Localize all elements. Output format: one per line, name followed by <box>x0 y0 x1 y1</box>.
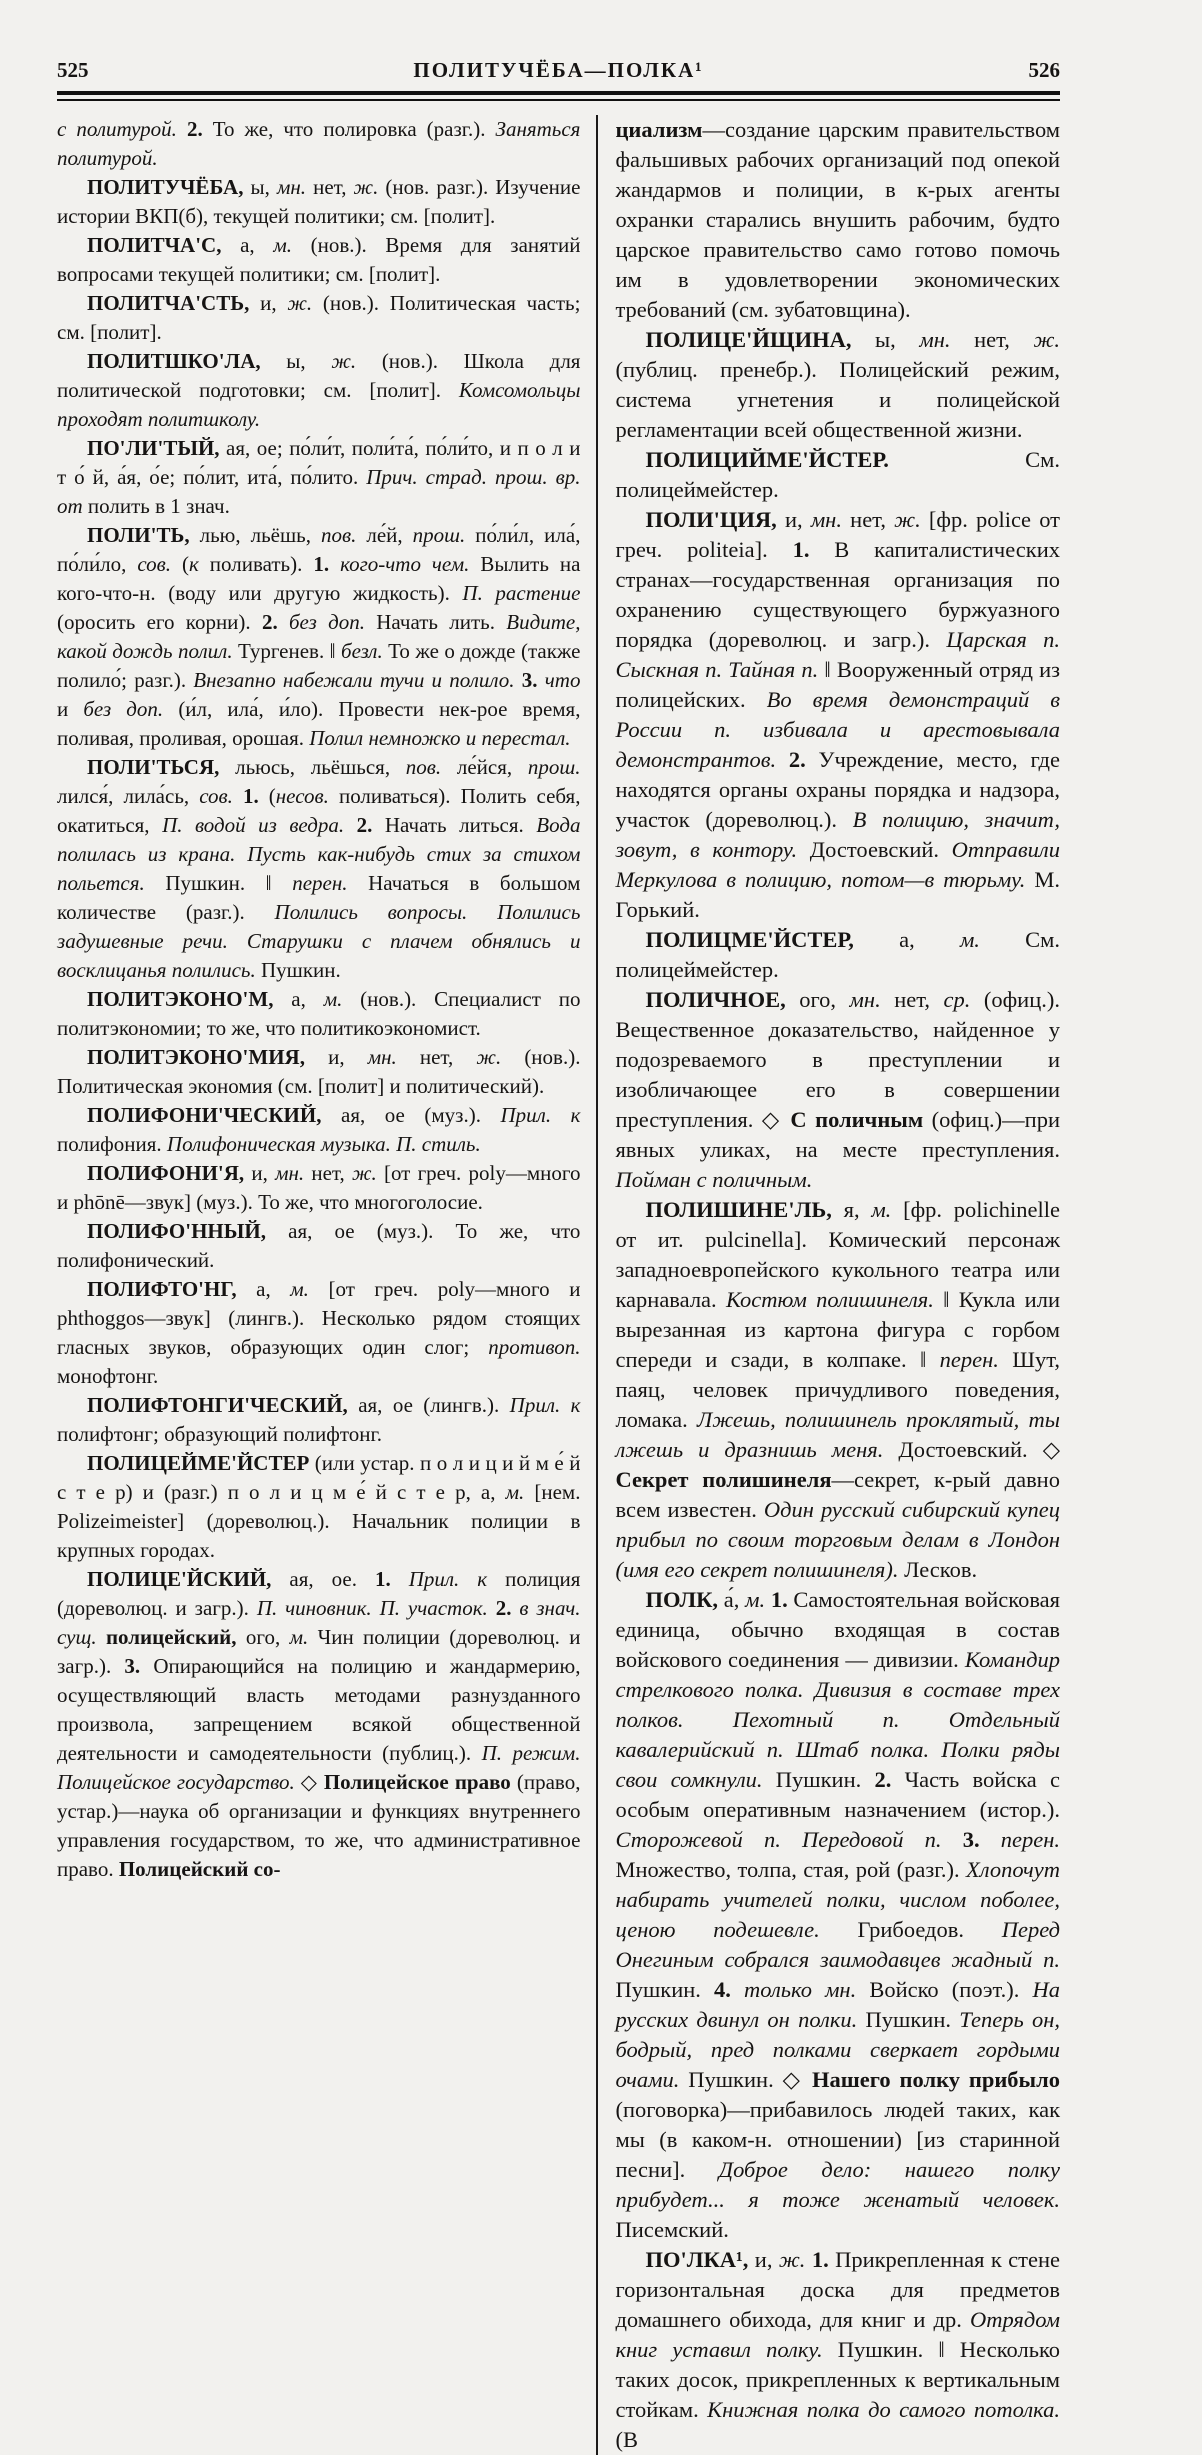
dictionary-entry <box>57 289 580 347</box>
entry-text: ‖ Кукла или вырезанная из картона фигура с горбом спереди и сзади, в колпаке. ‖ <box>615 1287 1060 1372</box>
dictionary-entry <box>57 1217 580 1275</box>
entry-italic-text: ж. <box>287 291 323 315</box>
entry-bold-text: ПОЛИТУЧЁБА, <box>87 175 251 199</box>
entry-italic-text: противоп. <box>488 1335 581 1359</box>
entry-text: Вылить на кого-что-н. (воду или другую жидкость). <box>57 552 581 605</box>
dictionary-entry <box>615 445 1060 505</box>
entry-text: Шут, паяц, человек причудливого поведения, ломака. <box>615 1347 1060 1432</box>
dictionary-entry <box>615 925 1060 985</box>
entry-italic-text: Костюм полишинеля. <box>725 1287 944 1312</box>
dictionary-entry <box>57 985 580 1043</box>
entry-italic-text: м. <box>505 1480 535 1504</box>
entry-bold-text: циализм <box>615 117 703 142</box>
header-rule <box>57 91 1060 101</box>
entry-italic-text: перен. <box>939 1347 1013 1372</box>
entry-italic-text: м. <box>323 987 361 1011</box>
entry-text: (нов.). Политическая часть; см. [полит]. <box>57 291 581 344</box>
entry-text: ◇ <box>300 1770 324 1794</box>
entry-italic-text: Внезапно набежали тучи и полило. <box>193 668 522 692</box>
page-header <box>57 58 1060 82</box>
entry-bold-text: ПОЛИТЧА'С, <box>87 233 241 257</box>
entry-italic-text: Прич. страд. прош. вр. от <box>57 465 581 518</box>
entry-bold-text: ПОЛИТШКО'ЛА, <box>87 349 287 373</box>
entry-bold-text: 2. <box>788 747 819 772</box>
entry-italic-text: перен. <box>292 871 369 895</box>
entry-text: Пушкин. ‖ Несколько таких досок, прикрепленных к вертикальным стойкам. <box>615 2337 1060 2422</box>
entry-italic-text: Прил. к <box>500 1103 581 1127</box>
entry-text: [нем. Polizeimeister] (дореволюц.). Начальник полиции в крупных городах. <box>57 1480 581 1562</box>
entry-text: —создание царским правительством фальшивых рабочих организаций под опекой жандармов и полиции, в к-рых агенты охранки старались внушить рабочим, будто царское правительство само готово помочь им в удовлетворении экономических требований (см. зубатовщина). <box>615 117 1060 322</box>
dictionary-entry <box>615 1195 1060 1585</box>
entry-bold-text: ПОЛИ'ЦИЯ, <box>645 507 785 532</box>
entry-italic-text: ж. <box>476 1045 525 1069</box>
dictionary-entry <box>57 521 580 753</box>
left-column <box>57 115 596 2455</box>
dictionary-entry <box>615 2245 1060 2455</box>
entry-text: (и́л, ила́, и́ло). Провести нек-рое время, поливая, проливая, орошая. <box>57 697 581 750</box>
entry-text: нет, <box>894 987 944 1012</box>
entry-text: [от греч. poly—много и phōnē—звук] (муз.). То же, что многоголосие. <box>57 1161 581 1214</box>
entry-italic-text: м. <box>959 927 1026 952</box>
entry-bold-text: ПОЛИЦЕ'ЙЩИНА, <box>645 327 876 352</box>
entry-text: (нов.). Время для занятий вопросами текущей политики; см. [полит]. <box>57 233 581 286</box>
entry-italic-text: мн. <box>276 175 314 199</box>
entry-text: М. Горький. <box>615 867 1060 922</box>
entry-bold-text: Секрет полишинеля <box>615 1467 832 1492</box>
dictionary-entry <box>615 505 1060 925</box>
entry-italic-text: Теперь он, бодрый, пред полками сверкает гордыми очами. <box>615 2007 1060 2092</box>
right-column <box>598 115 1060 2455</box>
entry-text: поливать). <box>209 552 314 576</box>
page-content <box>57 58 1060 2455</box>
entry-text: ( <box>182 552 189 576</box>
entry-text: а, <box>899 927 960 952</box>
entry-text: Начать литься. <box>384 813 537 837</box>
entry-text: ы, <box>875 327 920 352</box>
entry-italic-text: несов. <box>275 784 339 808</box>
dictionary-entry <box>57 231 580 289</box>
entry-bold-text: 4. <box>714 1977 745 2002</box>
entry-text: (нов.). Специалист по политэкономии; то же, что политикоэкономист. <box>57 987 581 1040</box>
entry-text: Множество, толпа, стая, рой (разг.). <box>615 1857 967 1882</box>
entry-italic-text: м. <box>273 233 311 257</box>
entry-text: (нов. разг.). Изучение истории ВКП(б), текущей политики; см. [полит]. <box>57 175 581 228</box>
entry-italic-text: сов. <box>199 784 243 808</box>
text-columns <box>57 115 1060 2455</box>
entry-bold-text: ПО'ЛКА¹, <box>645 2247 755 2272</box>
entry-italic-text: пов. <box>405 755 457 779</box>
dictionary-entry <box>615 1585 1060 2245</box>
page-number-right: 526 <box>1028 58 1060 82</box>
entry-text: полифония. <box>57 1132 167 1156</box>
entry-italic-text: Лжешь, полишинель проклятый, ты лжешь и дразнишь меня. <box>615 1407 1060 1462</box>
entry-italic-text: ср. <box>943 987 984 1012</box>
entry-italic-text: мн. <box>275 1161 312 1185</box>
entry-italic-text: В полицию, значит, зовут, в контору. <box>615 807 1060 862</box>
entry-bold-text: 2. <box>495 1596 520 1620</box>
entry-bold-text: 1. <box>374 1567 409 1591</box>
entry-text: полиция (дореволюц. и загр.). <box>57 1567 581 1620</box>
dictionary-entry <box>57 753 580 985</box>
entry-text: ‖ Вооруженный отряд из полицейских. <box>615 657 1060 712</box>
entry-italic-text: только мн. <box>744 1977 870 2002</box>
entry-bold-text: 3. <box>521 668 545 692</box>
entry-text: Чин полиции (дореволюц. и загр.). <box>57 1625 581 1678</box>
dictionary-entry <box>57 173 580 231</box>
entry-text: а, <box>291 987 324 1011</box>
entry-text: и, <box>260 291 288 315</box>
entry-italic-text: П. режим. Полицейское государство. <box>57 1741 581 1794</box>
entry-italic-text: Отправили Меркулова в полицию, потом—в тюрьму. <box>615 837 1060 892</box>
entry-text: [фр. polichinelle от ит. pulcinella]. Комический персонаж западноевропейского кукольного театра или карнавала. <box>615 1197 1060 1312</box>
entry-bold-text: ПОЛИЦМЕ'ЙСТЕР, <box>645 927 900 952</box>
entry-italic-text: Полифоническая музыка. П. стиль. <box>166 1132 481 1156</box>
entry-bold-text: ПОЛИФТО'НГ, <box>87 1277 257 1301</box>
entry-italic-text: Перед Онегиным собрался заимодавцев жадный п. <box>615 1917 1060 1972</box>
entry-text: (или устар. п о л и ц и й м е́ й с т е р) и (разг.) п о л и ц м е́ й с т е р, а, <box>57 1451 581 1504</box>
entry-text: Опирающийся на полицию и жандармерию, осуществляющий власть методами разнузданного произвола, запрещением всякой общественной деятельности и самодеятельности (публиц.). <box>57 1654 581 1765</box>
entry-text: ле́йся, <box>456 755 528 779</box>
entry-italic-text: Один русский сибирский купец прибыл по своим торговым делам в Лондон (имя его секрет полишинеля). <box>615 1497 1060 1582</box>
entry-bold-text: ПОЛИ'ТЬ, <box>87 523 200 547</box>
entry-italic-text: Прил. к <box>509 1393 581 1417</box>
entry-text: Пушкин. <box>865 2007 960 2032</box>
entry-italic-text: Прил. к <box>408 1567 506 1591</box>
entry-italic-text: мн. <box>849 987 895 1012</box>
entry-text: (оросить его корни). <box>57 610 262 634</box>
entry-text: ого, <box>799 987 850 1012</box>
entry-italic-text: в знач. сущ. <box>57 1596 581 1649</box>
entry-bold-text: 1. <box>770 1587 794 1612</box>
entry-bold-text: Полицейское право <box>323 1770 517 1794</box>
entry-italic-text: безл. <box>341 639 389 663</box>
dictionary-entry <box>57 347 580 434</box>
entry-bold-text: 2. <box>261 610 289 634</box>
entry-text: (офиц.)—при явных уликах, на месте преступления. <box>615 1107 1060 1162</box>
entry-italic-text: П. чиновник. П. участок. <box>256 1596 496 1620</box>
entry-italic-text: мн. <box>810 507 851 532</box>
entry-text: ая, ое (муз.). То же, что полифонический. <box>57 1219 581 1272</box>
entry-text: и <box>57 697 84 721</box>
dictionary-entry <box>57 1449 580 1565</box>
page-number-left: 525 <box>57 58 89 82</box>
entry-text: а, <box>256 1277 291 1301</box>
entry-text: (офиц.). Вещественное доказательство, найденное у подозреваемого в преступлении и изобличающее его в совершении преступления. ◇ <box>615 987 1060 1132</box>
entry-text: То же, что полировка (разг.). <box>212 117 496 141</box>
entry-text: ( <box>268 784 276 808</box>
entry-text: ая, ое (лингв.). <box>358 1393 510 1417</box>
entry-text: Часть войска с особым оперативным назначением (истор.). <box>615 1767 1060 1822</box>
entry-text: Начать лить. <box>376 610 507 634</box>
entry-italic-text: м. <box>289 1625 318 1649</box>
entry-bold-text: ПО'ЛИ'ТЫЙ, <box>87 436 227 460</box>
entry-italic-text: к <box>189 552 210 576</box>
entry-text: (публиц. пренебр.). Полицейский режим, система угнетения и полицейской регламентации всей общественной жизни. <box>615 357 1060 442</box>
entry-italic-text: П. растение <box>462 581 581 605</box>
dictionary-entry <box>57 1275 580 1391</box>
entry-text: полифтонг; образующий полифтонг. <box>57 1422 382 1446</box>
entry-bold-text: ПОЛК, <box>645 1587 724 1612</box>
entry-bold-text: полицейский, <box>105 1625 246 1649</box>
entry-text: Тургенев. ‖ <box>238 639 342 663</box>
entry-text: лился́, лила́сь, <box>57 784 200 808</box>
dictionary-entry <box>57 1565 580 1884</box>
entry-bold-text: ПОЛИТЭКОНО'МИЯ, <box>87 1045 329 1069</box>
entry-text: (поговорка)—прибавилось людей таких, как мы (в каком-н. отношении) [из старинной песни]. <box>615 2097 1060 2182</box>
entry-text: нет, <box>313 175 354 199</box>
entry-bold-text: С поличным <box>790 1107 932 1132</box>
entry-italic-text: кого-что чем. <box>340 552 481 576</box>
entry-text: нет, <box>311 1161 352 1185</box>
entry-text: (право, устар.)—наука об организации и функциях внутреннего управления государством, то же, что административное право. <box>57 1770 581 1881</box>
entry-italic-text: ж. <box>351 1161 384 1185</box>
entry-bold-text: 3. <box>124 1654 154 1678</box>
entry-bold-text: ПОЛИТЭКОНО'М, <box>87 987 292 1011</box>
entry-text: Войско (поэт.). <box>869 1977 1033 2002</box>
entry-text: Пушкин. <box>615 1977 715 2002</box>
entry-italic-text: м. <box>290 1277 329 1301</box>
entry-italic-text: ж. <box>1033 327 1060 352</box>
entry-text: То же о дожде (также полило́; разг.). <box>57 639 581 692</box>
entry-text: ая, ое. <box>289 1567 375 1591</box>
entry-text: (В <box>615 2427 638 2452</box>
entry-text: [фр. police от греч. politeia]. <box>615 507 1061 562</box>
entry-text: Грибоедов. <box>857 1917 1002 1942</box>
entry-bold-text: ПОЛИТЧА'СТЬ, <box>87 291 261 315</box>
entry-italic-text: Комсомольцы проходят политшколу. <box>57 378 581 431</box>
entry-text: ого, <box>245 1625 290 1649</box>
entry-text: по́ли́л, ила́, по́ли́ло, <box>57 523 581 576</box>
entry-bold-text: ПОЛИЦИЙМЕ'ЙСТЕР. <box>645 447 1026 472</box>
entry-italic-text: сов. <box>137 552 182 576</box>
entry-text: я, <box>843 1197 872 1222</box>
entry-italic-text: Во время демонстраций в России п. избивала и арестовывала демонстрантов. <box>615 687 1060 772</box>
entry-text: Достоевский. ◇ <box>898 1437 1060 1462</box>
entry-italic-text: Вода полилась из крана. Пусть как-нибудь стих за стихом польется. <box>57 813 581 895</box>
entry-text: ле́й, <box>366 523 413 547</box>
entry-bold-text: ПОЛИ'ТЬСЯ, <box>87 755 236 779</box>
entry-italic-text: перен. <box>1000 1827 1060 1852</box>
entry-text: Писемский. <box>615 2217 729 2242</box>
entry-text: ы, <box>286 349 332 373</box>
entry-text: См. полицеймейстер. <box>615 447 1060 502</box>
entry-italic-text: мн. <box>367 1045 420 1069</box>
entry-text: нет, <box>974 327 1034 352</box>
entry-text: В капиталистических странах—государственная организация по охранению существующего буржуазного порядка (дореволюц. и загр.). <box>615 537 1060 652</box>
entry-italic-text: что <box>544 668 581 692</box>
entry-text: Лесков. <box>904 1557 978 1582</box>
entry-text: (нов.). Политическая экономия (см. [полит] и политический). <box>57 1045 581 1098</box>
entry-italic-text: без доп. <box>289 610 377 634</box>
entry-italic-text: Отрядом книг уставил полку. <box>615 2307 1060 2362</box>
entry-text: Достоевский. <box>809 837 952 862</box>
dictionary-entry <box>57 1391 580 1449</box>
entry-italic-text: П. водой из ведра. <box>162 813 357 837</box>
entry-bold-text: ПОЛИФОНИ'Я, <box>87 1161 252 1185</box>
entry-italic-text: прош. <box>412 523 476 547</box>
entry-italic-text: Видите, какой дождь полил. <box>57 610 581 663</box>
entry-text: нет, <box>850 507 895 532</box>
entry-text: монофтонг. <box>57 1364 159 1388</box>
dictionary-entry <box>57 1043 580 1101</box>
entry-text: льюсь, льёшься, <box>235 755 406 779</box>
entry-bold-text: ПОЛИЦЕЙМЕ'ЙСТЕР <box>87 1451 315 1475</box>
dictionary-entry <box>57 1101 580 1159</box>
dictionary-entry <box>57 434 580 521</box>
entry-italic-text: м. <box>871 1197 904 1222</box>
entry-italic-text: На русских двинул он полки. <box>615 1977 1061 2032</box>
entry-text: —секрет, к-рый давно всем известен. <box>615 1467 1060 1522</box>
entry-italic-text: Царская п. Сыскная п. Тайная п. <box>615 627 1060 682</box>
entry-text: Самостоятельная войсковая единица, обычно входящая в состав войскового соединения — дивизии. <box>615 1587 1060 1672</box>
entry-bold-text: ПОЛИФО'ННЫЙ, <box>87 1219 289 1243</box>
entry-bold-text: 1. <box>313 552 341 576</box>
entry-bold-text: Полицейский со- <box>118 1857 281 1881</box>
entry-text: Учреждение, место, где находятся органы охраны порядка и надзора, участок (дореволюц.). <box>615 747 1060 832</box>
entry-italic-text: Книжная полка до самого потолка. <box>707 2397 1060 2422</box>
entry-bold-text: 1. <box>242 784 269 808</box>
entry-text: ая, ое; по́ли́т, поли́та́, по́ли́то, и п о л и т о́ й, а́я, о́е; по́лит, ита́, по́лито. <box>57 436 581 489</box>
entry-bold-text: ПОЛИЦЕ'ЙСКИЙ, <box>87 1567 290 1591</box>
entry-text: поливаться). Полить себя, окатиться, <box>57 784 581 837</box>
entry-italic-text: Хлопочут набирать учителей полки, числом поболее, ценою подешевле. <box>615 1857 1060 1942</box>
entry-italic-text: ж. <box>353 175 386 199</box>
entry-italic-text: Пойман с поличным. <box>615 1167 813 1192</box>
entry-bold-text: Нашего полку прибыло <box>812 2067 1060 2092</box>
entry-italic-text: с политурой. <box>57 117 187 141</box>
entry-italic-text: Заняться политурой. <box>57 117 581 170</box>
entry-bold-text: 2. <box>356 813 385 837</box>
dictionary-entry <box>615 115 1060 325</box>
entry-italic-text: Командир стрелкового полка. Дивизия в составе трех полков. Пехотный п. Отдельный кавалерийский п. Штаб полка. Полки ряды свои сомкнули. <box>615 1647 1060 1792</box>
entry-text: Пушкин. <box>775 1767 875 1792</box>
entry-bold-text: ПОЛИШИНЕ'ЛЬ, <box>645 1197 844 1222</box>
entry-text: (нов.). Школа для политической подготовки; см. [полит]. <box>57 349 581 402</box>
entry-italic-text: Полились вопросы. Полились задушевные речи. Старушки с плачем обнялись и восклицанья полились. <box>57 900 581 982</box>
entry-text: нет, <box>419 1045 477 1069</box>
dictionary-entry <box>615 325 1060 445</box>
entry-bold-text: ПОЛИЧНОЕ, <box>645 987 800 1012</box>
entry-text: и, <box>784 507 811 532</box>
entry-text: [от греч. poly—много и phthoggos—звук] (лингв.). Несколько рядом стоящих гласных звуков, образующих один слог; <box>57 1277 581 1359</box>
entry-text: лью, льёшь, <box>199 523 321 547</box>
entry-bold-text: 2. <box>186 117 213 141</box>
entry-text: Прикрепленная к стене горизонтальная доска для предметов домашнего обихода, для книг и др. <box>615 2247 1061 2332</box>
entry-italic-text: ж. <box>894 507 929 532</box>
entry-text: а́, <box>723 1587 746 1612</box>
entry-bold-text: 1. <box>792 537 835 562</box>
entry-italic-text: без доп. <box>83 697 179 721</box>
entry-text: полить в 1 знач. <box>87 494 230 518</box>
entry-italic-text: прош. <box>527 755 581 779</box>
entry-bold-text: 2. <box>874 1767 905 1792</box>
entry-bold-text: 3. <box>962 1827 1001 1852</box>
entry-text: См. полицеймейстер. <box>615 927 1060 982</box>
entry-italic-text: пов. <box>320 523 367 547</box>
entry-text: Начаться в большом количестве (разг.). <box>57 871 581 924</box>
dictionary-entry <box>57 115 580 173</box>
dictionary-entry <box>615 985 1060 1195</box>
entry-text: Пушкин. ‖ <box>165 871 293 895</box>
entry-italic-text: Сторожевой п. Передовой п. <box>615 1827 963 1852</box>
entry-italic-text: мн. <box>919 327 975 352</box>
entry-text: а, <box>240 233 274 257</box>
entry-text: ая, ое (муз.). <box>341 1103 501 1127</box>
entry-italic-text: Полил немножко и перестал. <box>309 726 571 750</box>
entry-italic-text: ж. <box>778 2247 812 2272</box>
entry-text: и, <box>328 1045 368 1069</box>
entry-text: Пушкин. ◇ <box>688 2067 813 2092</box>
entry-text: и, <box>251 1161 276 1185</box>
entry-italic-text: м. <box>745 1587 771 1612</box>
entry-text: и, <box>754 2247 779 2272</box>
entry-bold-text: 1. <box>811 2247 836 2272</box>
entry-italic-text: Доброе дело: нашего полку прибудет... я тоже женатый человек. <box>615 2157 1061 2212</box>
entry-text: Пушкин. <box>260 958 341 982</box>
entry-text: ы, <box>250 175 277 199</box>
entry-italic-text: ж. <box>331 349 382 373</box>
entry-bold-text: ПОЛИФТОНГИ'ЧЕСКИЙ, <box>87 1393 359 1417</box>
entry-bold-text: ПОЛИФОНИ'ЧЕСКИЙ, <box>87 1103 342 1127</box>
running-title: ПОЛИТУЧЁБА—ПОЛКА¹ <box>413 58 704 82</box>
dictionary-entry <box>57 1159 580 1217</box>
